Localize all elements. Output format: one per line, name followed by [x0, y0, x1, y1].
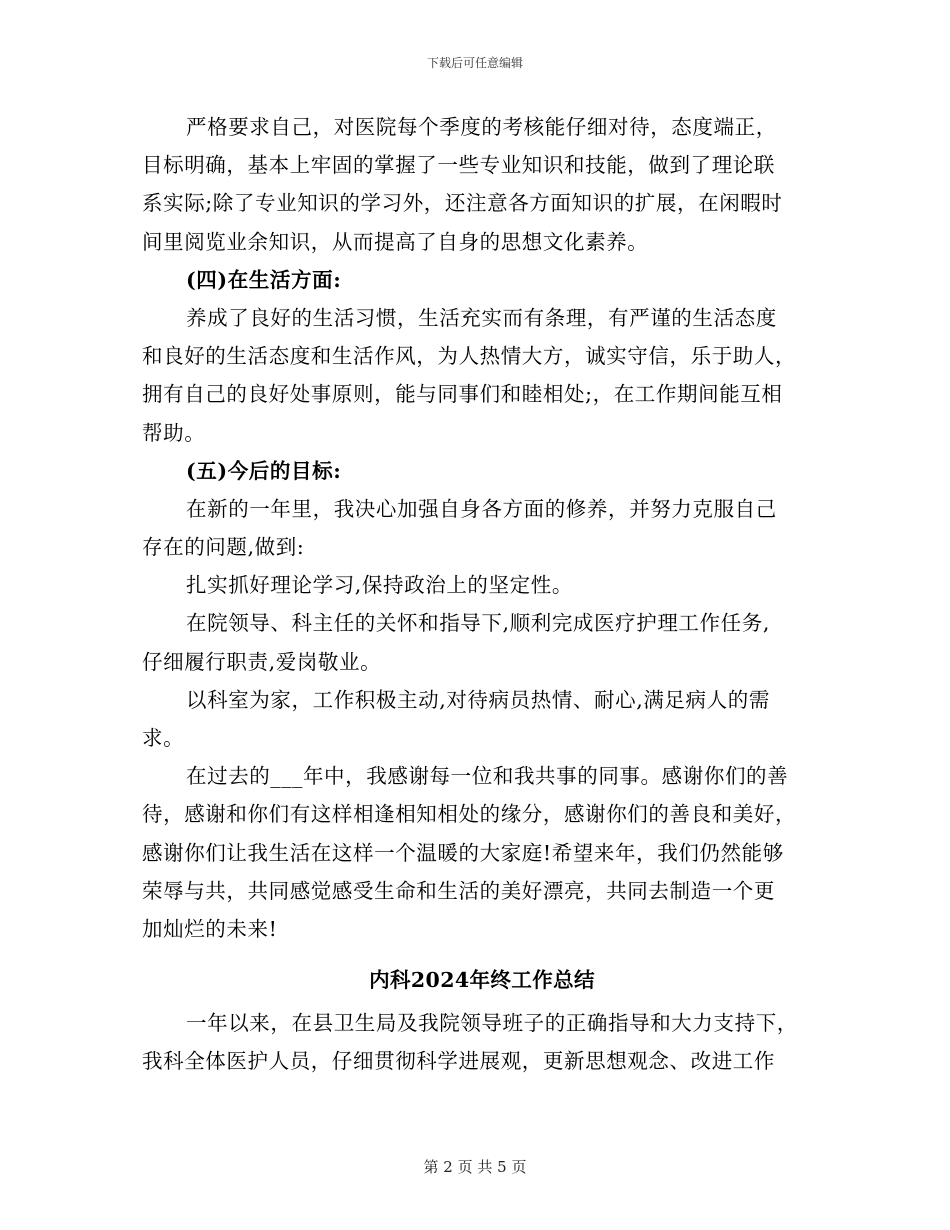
paragraph-line: 目标明确，基本上牢固的掌握了一些专业知识和技能，做到了理论联	[142, 153, 775, 178]
paragraph-line: 仔细履行职责,爱岗敬业。	[142, 649, 382, 674]
paragraph-line: 养成了良好的生活习惯，生活充实而有条理，有严谨的生活态度	[186, 305, 777, 330]
paragraph-line: 我科全体医护人员，仔细贯彻科学进展观，更新思想观念、改进工作	[142, 1049, 775, 1074]
paragraph-line: 间里阅览业余知识，从而提高了自身的思想文化素养。	[142, 229, 649, 254]
paragraph-line: 拥有自己的良好处事原则，能与同事们和睦相处;，在工作期间能互相	[142, 382, 783, 407]
paragraph-line: 严格要求自己，对医院每个季度的考核能仔细对待，态度端正，	[186, 115, 777, 139]
document-title: 内科2024年终工作总结	[369, 968, 595, 993]
paragraph-line: 以科室为家，工作积极主动,对待病员热情、耐心,满足病人的需	[186, 687, 770, 712]
paragraph-line: 在过去的___年中，我感谢每一位和我共事的同事。感谢你们的善	[186, 764, 789, 789]
paragraph-line: 感谢你们让我生活在这样一个温暖的大家庭!希望来年，我们仍然能够	[142, 840, 784, 865]
paragraph-line: 一年以来，在县卫生局及我院领导班子的正确指导和大力支持下，	[186, 1011, 798, 1036]
section-heading-life: (四)在生活方面:	[186, 267, 342, 292]
paragraph-line: 在新的一年里，我决心加强自身各方面的修养，并努力克服自己	[186, 496, 777, 521]
page-header: 下载后可任意编辑	[426, 56, 523, 70]
paragraph-line: 荣辱与共，共同感觉感受生命和生活的美好漂亮，共同去制造一个更	[142, 878, 775, 903]
section-heading-goals: (五)今后的目标:	[186, 458, 342, 483]
paragraph-line: 待，感谢和你们有这样相逢相知相处的缘分，感谢你们的善良和美好，	[142, 802, 797, 827]
paragraph-line: 存在的问题,做到:	[142, 535, 305, 560]
page-footer: 第 2 页 共 5 页	[423, 1158, 527, 1176]
paragraph-line: 求。	[142, 726, 185, 750]
paragraph-line: 在院领导、科主任的关怀和指导下,顺利完成医疗护理工作任务,	[186, 611, 770, 636]
paragraph-line: 和良好的生活态度和生活作风，为人热情大方，诚实守信，乐于助人，	[142, 344, 797, 369]
paragraph-line: 加灿烂的未来!	[142, 916, 278, 941]
document-body	[142, 108, 822, 1081]
paragraph-line: 系实际;除了专业知识的学习外，还注意各方面知识的扩展，在闲暇时	[142, 191, 783, 216]
paragraph-line: 扎实抓好理论学习,保持政治上的坚定性。	[186, 573, 573, 598]
paragraph-line: 帮助。	[142, 420, 206, 445]
